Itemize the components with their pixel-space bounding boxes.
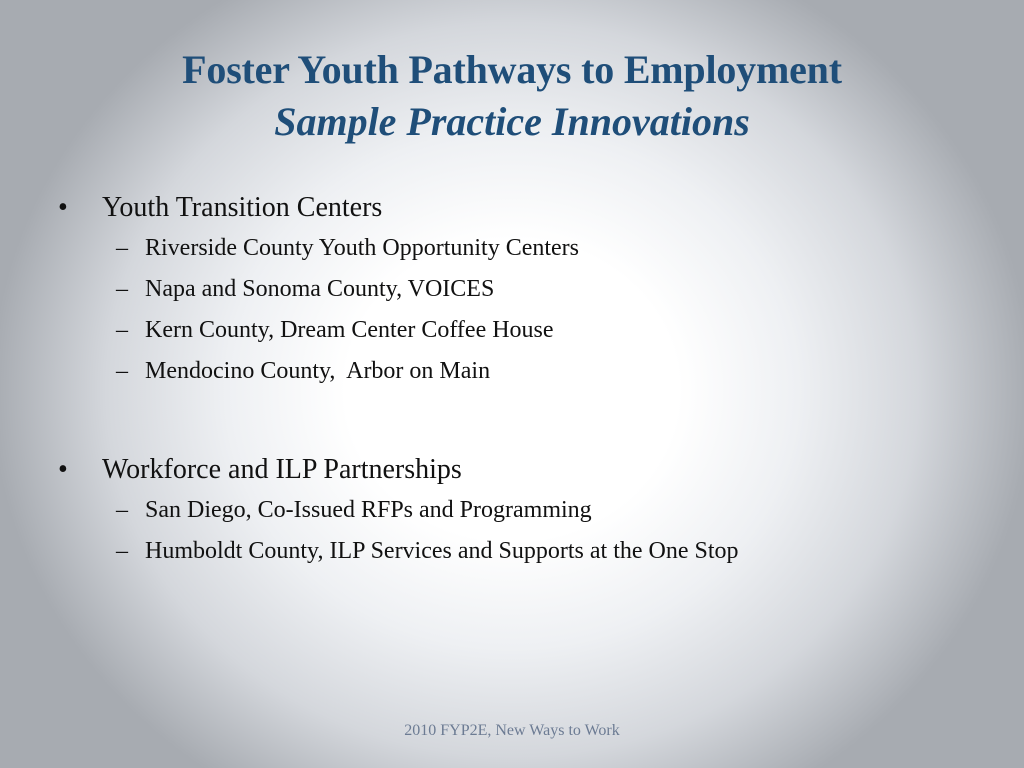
bullet-icon: •: [58, 454, 68, 485]
dash-icon: –: [116, 317, 128, 343]
sub-bullet-text: Napa and Sonoma County, VOICES: [145, 276, 495, 302]
bullet-heading: Youth Transition Centers: [102, 192, 383, 223]
sub-bullet-item: [58, 531, 988, 572]
dash-icon: –: [116, 276, 128, 302]
bullet-icon: •: [58, 192, 68, 223]
dash-icon: –: [116, 538, 128, 564]
title-block: [0, 44, 1024, 148]
bullet-item: [58, 188, 988, 228]
sub-bullet-item: [58, 351, 988, 392]
section-workforce-ilp-partnerships: [58, 450, 988, 572]
section-youth-transition-centers: [58, 188, 988, 392]
sub-bullet-item: [58, 310, 988, 351]
bullet-item: [58, 450, 988, 490]
slide-footer: 2010 FYP2E, New Ways to Work: [404, 722, 620, 739]
sub-bullet-text: Mendocino County, Arbor on Main: [145, 358, 491, 384]
dash-icon: –: [116, 497, 128, 523]
dash-icon: –: [116, 235, 128, 261]
sub-bullet-text: Kern County, Dream Center Coffee House: [145, 317, 554, 343]
slide-subtitle: Sample Practice Innovations: [274, 99, 750, 144]
sub-bullet-item: [58, 490, 988, 531]
slide-title: Foster Youth Pathways to Employment: [182, 47, 842, 92]
sub-bullet-text: Riverside County Youth Opportunity Centers: [145, 235, 580, 261]
sub-bullet-text: Humboldt County, ILP Services and Supports at the One Stop: [145, 538, 739, 564]
sub-bullet-item: [58, 269, 988, 310]
dash-icon: –: [116, 358, 128, 384]
sub-bullet-text: San Diego, Co-Issued RFPs and Programming: [145, 497, 592, 523]
sub-bullet-item: [58, 228, 988, 269]
bullet-heading: Workforce and ILP Partnerships: [102, 454, 462, 485]
